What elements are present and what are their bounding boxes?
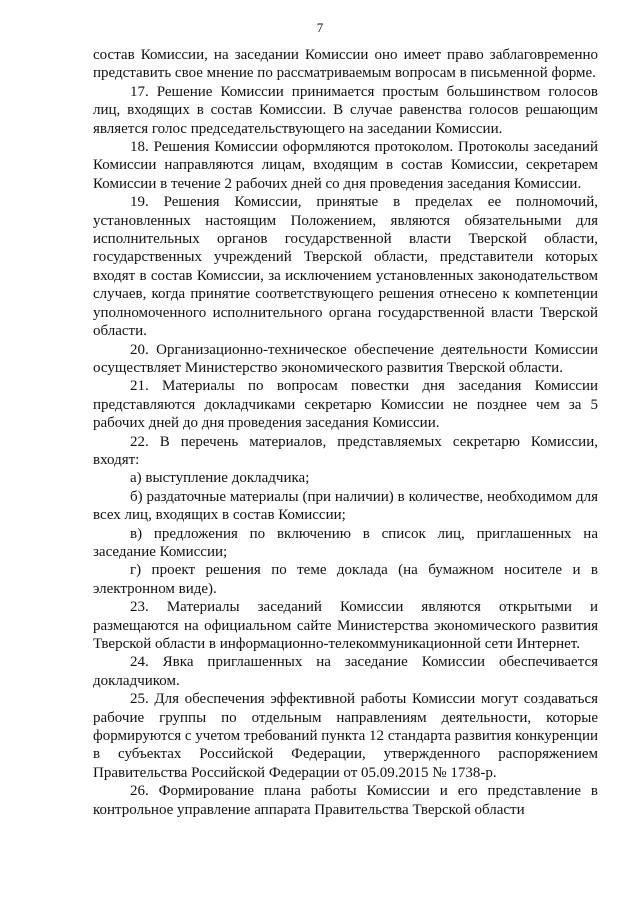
paragraph-26: 26. Формирование плана работы Комиссии и его представление в контрольное управление аппарата Правительства Тверской области bbox=[93, 783, 598, 818]
paragraph-continuation: состав Комиссии, на заседании Комиссии оно имеет право заблаговременно представить свое мнение по рассматриваемым вопросам в письменной форме. bbox=[93, 47, 598, 82]
list-item-a: а) выступление докладчика; bbox=[130, 470, 310, 487]
paragraph-17: 17. Решение Комиссии принимается простым большинством голосов лиц, входящих в состав Комиссии. В случае равенства голосов решающим является голос председательствующего на заседании Комиссии. bbox=[93, 83, 598, 137]
paragraph-25: 25. Для обеспечения эффективной работы Комиссии могут создаваться рабочие группы по отдельным направлениям деятельности, которые формируются с учетом требований пункта 12 стандарта развития конкуренции в субъектах Российской Федерации, утвержденного распоряжением Правительства Российской Федерации от 05.09.2015 № 1738-р. bbox=[93, 691, 598, 781]
page-number: 7 bbox=[316, 20, 324, 35]
paragraph-24: 24. Явка приглашенных на заседание Комиссии обеспечивается докладчиком. bbox=[93, 654, 598, 689]
list-item-g: г) проект решения по теме доклада (на бумажном носителе и в электронном виде). bbox=[93, 562, 598, 597]
paragraph-22: 22. В перечень материалов, представляемых секретарю Комиссии, входят: bbox=[93, 433, 598, 468]
paragraph-18: 18. Решения Комиссии оформляются протоколом. Протоколы заседаний Комиссии направляются лицам, входящим в состав Комиссии, секретарем Комиссии в течение 2 рабочих дней со дня проведения заседания Комиссии. bbox=[93, 139, 598, 192]
list-item-v: в) предложения по включению в список лиц, приглашенных на заседание Комиссии; bbox=[93, 525, 598, 560]
paragraph-19: 19. Решения Комиссии, принятые в пределах ее полномочий, установленных настоящим Положением, являются обязательными для исполнительных органов государственной власти Тверской области, государственных учреждений Тверской области, представители которых входят в состав Комиссии, за исключением установленных законодательством случаев, когда принятие соответствующего решения отнесено к компетенции уполномоченного исполнительного органа государственной власти Тверской области. bbox=[93, 194, 598, 340]
document-body bbox=[93, 46, 598, 819]
paragraph-20: 20. Организационно-техническое обеспечение деятельности Комиссии осуществляет Министерство экономического развития Тверской области. bbox=[93, 341, 598, 376]
paragraph-21: 21. Материалы по вопросам повестки дня заседания Комиссии представляются докладчиками секретарю Комиссии не позднее чем за 5 рабочих дней до дня проведения заседания Комиссии. bbox=[93, 378, 598, 432]
list-item-b: б) раздаточные материалы (при наличии) в количестве, необходимом для всех лиц, входящих в состав Комиссии; bbox=[93, 488, 598, 524]
paragraph-23: 23. Материалы заседаний Комиссии являются открытыми и размещаются на официальном сайте Министерства экономического развития Тверской области в информационно-телекоммуникационной сети Интернет. bbox=[93, 599, 598, 652]
